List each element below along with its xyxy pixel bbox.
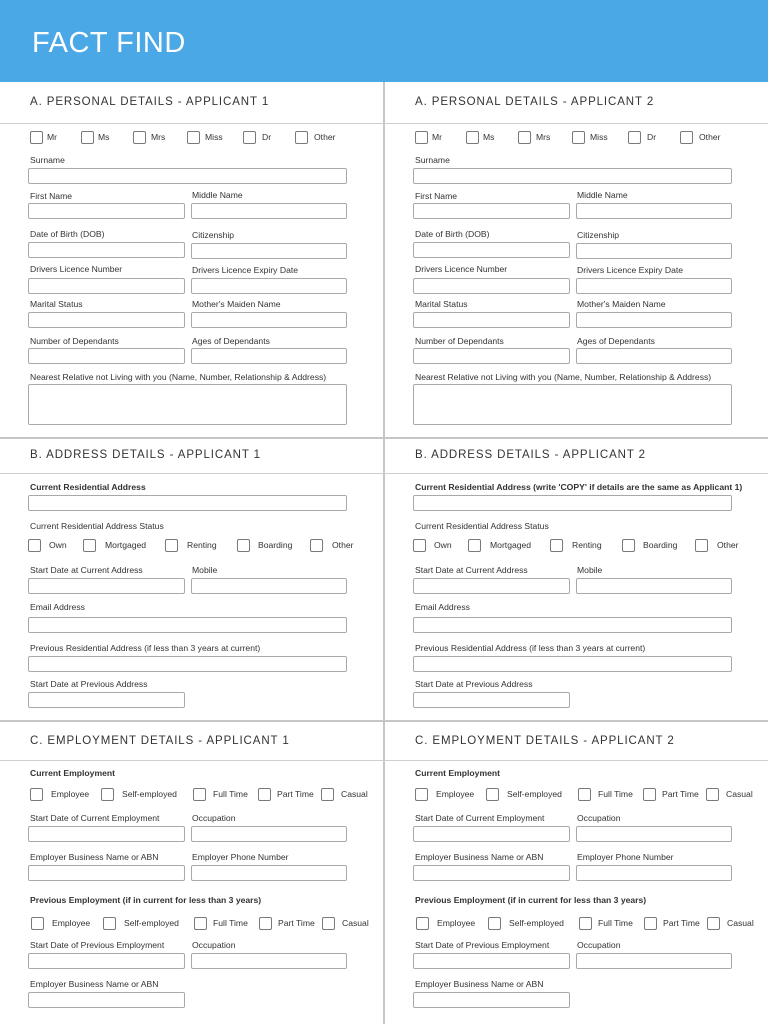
applicant-2-current-employment-label: Current Employment xyxy=(415,768,500,778)
applicant-1-start-previous-employment-label: Start Date of Previous Employment xyxy=(30,940,165,950)
applicant-1-section-a-title: A. PERSONAL DETAILS - APPLICANT 1 xyxy=(30,96,270,108)
applicant-1-marital-status-field[interactable] xyxy=(28,312,185,328)
applicant-1-previous-employer-name-field[interactable] xyxy=(28,992,185,1008)
applicant-1-start-current-employment-label: Start Date of Current Employment xyxy=(30,813,160,823)
applicant-1-previous-employment-part-time-checkbox[interactable] xyxy=(259,917,272,930)
applicant-2-previous-start-field[interactable] xyxy=(413,692,570,708)
applicant-1-previous-employment-casual-label: Casual xyxy=(342,918,369,928)
applicant-2-title-dr-checkbox[interactable] xyxy=(628,131,641,144)
applicant-1-num-dependants-field[interactable] xyxy=(28,348,185,364)
applicant-2-address-status-renting-checkbox[interactable] xyxy=(550,539,563,552)
applicant-2-current-employment-self-employed-checkbox[interactable] xyxy=(486,788,499,801)
applicant-1-current-employment-casual-label: Casual xyxy=(341,789,368,799)
applicant-2-start-previous-employment-field[interactable] xyxy=(413,953,570,969)
applicant-2-previous-employment-part-time-label: Part Time xyxy=(663,918,700,928)
applicant-2-title-mrs-checkbox[interactable] xyxy=(518,131,531,144)
applicant-1-address-status-other-label: Other xyxy=(332,540,354,550)
applicant-1-previous-employment-full-time-checkbox[interactable] xyxy=(194,917,207,930)
applicant-1-current-employment-part-time-label: Part Time xyxy=(277,789,314,799)
applicant-2-section-c-title: C. EMPLOYMENT DETAILS - APPLICANT 2 xyxy=(415,735,675,747)
section-b-title-rule xyxy=(0,473,768,474)
applicant-2-current-address-label: Current Residential Address (write 'COPY' if details are the same as Applicant 1) xyxy=(415,482,743,492)
page-title: FACT FIND xyxy=(32,27,186,59)
applicant-2-num-dependants-label: Number of Dependants xyxy=(415,336,504,346)
applicant-1-licence-number-label: Drivers Licence Number xyxy=(30,264,123,274)
applicant-1-first-name-field[interactable] xyxy=(28,203,185,219)
applicant-1-current-employment-full-time-checkbox[interactable] xyxy=(193,788,206,801)
applicant-1-section-b-title: B. ADDRESS DETAILS - APPLICANT 1 xyxy=(30,449,261,461)
applicant-2-title-other-label: Other xyxy=(699,132,721,142)
applicant-1-middle-name-field[interactable] xyxy=(191,203,347,219)
applicant-1-previous-employment-self-employed-checkbox[interactable] xyxy=(103,917,116,930)
applicant-2-previous-employment-employee-label: Employee xyxy=(437,918,476,928)
applicant-2-start-current-address-label: Start Date at Current Address xyxy=(415,565,528,575)
applicant-1-current-employment-employee-checkbox[interactable] xyxy=(30,788,43,801)
applicant-2-ages-dependants-field[interactable] xyxy=(576,348,732,364)
applicant-2-previous-employment-employee-checkbox[interactable] xyxy=(416,917,429,930)
applicant-2-title-mr-checkbox[interactable] xyxy=(415,131,428,144)
applicant-2-first-name-field[interactable] xyxy=(413,203,570,219)
applicant-2-previous-employment-self-employed-checkbox[interactable] xyxy=(488,917,501,930)
applicant-2-start-current-address-field[interactable] xyxy=(413,578,570,594)
applicant-2-previous-employment-full-time-checkbox[interactable] xyxy=(579,917,592,930)
applicant-2-address-status-other-checkbox[interactable] xyxy=(695,539,708,552)
applicant-1-address-status-boarding-label: Boarding xyxy=(258,540,293,550)
applicant-2-title-miss-checkbox[interactable] xyxy=(572,131,585,144)
applicant-1-previous-address-field[interactable] xyxy=(28,656,347,672)
applicant-1-ages-dependants-field[interactable] xyxy=(191,348,347,364)
applicant-2-citizenship-field[interactable] xyxy=(576,243,732,259)
applicant-1-previous-employment-employee-checkbox[interactable] xyxy=(31,917,44,930)
applicant-2-address-status-label: Current Residential Address Status xyxy=(415,521,549,531)
applicant-2-title-mr-label: Mr xyxy=(432,132,443,142)
applicant-1-previous-employer-name-label: Employer Business Name or ABN xyxy=(30,979,159,989)
applicant-1-occupation-label: Occupation xyxy=(192,813,236,823)
applicant-2-address-status-other-label: Other xyxy=(717,540,739,550)
applicant-2-start-current-employment-label: Start Date of Current Employment xyxy=(415,813,545,823)
applicant-1-citizenship-label: Citizenship xyxy=(192,230,235,240)
applicant-1-employer-phone-label: Employer Phone Number xyxy=(192,852,289,862)
applicant-1-start-current-address-label: Start Date at Current Address xyxy=(30,565,143,575)
applicant-2-previous-employment-casual-label: Casual xyxy=(727,918,754,928)
applicant-1-address-status-label: Current Residential Address Status xyxy=(30,521,164,531)
applicant-1-address-status-other-checkbox[interactable] xyxy=(310,539,323,552)
applicant-2-current-employment-full-time-checkbox[interactable] xyxy=(578,788,591,801)
applicant-2-start-current-employment-field[interactable] xyxy=(413,826,570,842)
applicant-2-section-a-title: A. PERSONAL DETAILS - APPLICANT 2 xyxy=(415,96,655,108)
applicant-2-marital-status-field[interactable] xyxy=(413,312,570,328)
applicant-1-nearest-relative-field[interactable] xyxy=(28,384,347,425)
applicant-2-middle-name-label: Middle Name xyxy=(577,190,628,200)
applicant-2-citizenship-label: Citizenship xyxy=(577,230,620,240)
applicant-2-current-employment-casual-label: Casual xyxy=(726,789,753,799)
applicant-2-current-employment-employee-checkbox[interactable] xyxy=(415,788,428,801)
applicant-1-current-employment-full-time-label: Full Time xyxy=(213,789,248,799)
applicant-2-employer-phone-field[interactable] xyxy=(576,865,732,881)
applicant-1-employer-phone-field[interactable] xyxy=(191,865,347,881)
applicant-1-title-mrs-label: Mrs xyxy=(151,132,166,142)
applicant-1-previous-employment-self-employed-label: Self-employed xyxy=(124,918,179,928)
applicant-2-previous-employment-part-time-checkbox[interactable] xyxy=(644,917,657,930)
applicant-2-email-field[interactable] xyxy=(413,617,732,633)
applicant-1-licence-expiry-field[interactable] xyxy=(191,278,347,294)
section-a-title-rule xyxy=(0,123,768,124)
applicant-1-maiden-name-label: Mother's Maiden Name xyxy=(192,299,281,309)
applicant-2-surname-field[interactable] xyxy=(413,168,732,184)
applicant-2-nearest-relative-field[interactable] xyxy=(413,384,732,425)
applicant-1-occupation-field[interactable] xyxy=(191,826,347,842)
applicant-1-previous-employment-full-time-label: Full Time xyxy=(213,918,248,928)
applicant-1-num-dependants-label: Number of Dependants xyxy=(30,336,119,346)
applicant-1-surname-label: Surname xyxy=(30,155,65,165)
applicant-2-title-ms-label: Ms xyxy=(483,132,495,142)
applicant-1-email-field[interactable] xyxy=(28,617,347,633)
applicant-2-previous-employment-self-employed-label: Self-employed xyxy=(509,918,564,928)
applicant-1-previous-occupation-field[interactable] xyxy=(191,953,347,969)
applicant-1-address-status-renting-label: Renting xyxy=(187,540,217,550)
applicant-2-surname-label: Surname xyxy=(415,155,450,165)
applicant-1-previous-occupation-label: Occupation xyxy=(192,940,236,950)
applicant-2-address-status-own-checkbox[interactable] xyxy=(413,539,426,552)
applicant-1-current-address-label: Current Residential Address xyxy=(30,482,146,492)
header-banner xyxy=(0,0,768,82)
applicant-1-current-employment-part-time-checkbox[interactable] xyxy=(258,788,271,801)
applicant-2-previous-address-label: Previous Residential Address (if less than 3 years at current) xyxy=(415,643,646,653)
applicant-2-previous-employer-name-field[interactable] xyxy=(413,992,570,1008)
applicant-2-previous-occupation-label: Occupation xyxy=(577,940,621,950)
applicant-1-section-c-title: C. EMPLOYMENT DETAILS - APPLICANT 1 xyxy=(30,735,290,747)
applicant-2-mobile-field[interactable] xyxy=(576,578,732,594)
applicant-2-previous-employment-label: Previous Employment (if in current for less than 3 years) xyxy=(415,895,647,905)
applicant-2-start-previous-employment-label: Start Date of Previous Employment xyxy=(415,940,550,950)
applicant-1-email-label: Email Address xyxy=(30,602,85,612)
applicant-1-current-employment-casual-checkbox[interactable] xyxy=(321,788,334,801)
applicant-2-address-status-own-label: Own xyxy=(434,540,452,550)
applicant-1-previous-start-label: Start Date at Previous Address xyxy=(30,679,148,689)
applicant-2-current-employment-part-time-checkbox[interactable] xyxy=(643,788,656,801)
applicant-2-maiden-name-label: Mother's Maiden Name xyxy=(577,299,666,309)
applicant-1-previous-employment-employee-label: Employee xyxy=(52,918,91,928)
applicant-1-current-employment-label: Current Employment xyxy=(30,768,115,778)
applicant-2-employer-phone-label: Employer Phone Number xyxy=(577,852,674,862)
applicant-1-title-miss-checkbox[interactable] xyxy=(187,131,200,144)
applicant-1-current-employment-employee-label: Employee xyxy=(51,789,90,799)
section-a-b-divider xyxy=(0,437,768,439)
applicant-1-address-status-boarding-checkbox[interactable] xyxy=(237,539,250,552)
applicant-2-nearest-relative-label: Nearest Relative not Living with you (Name, Number, Relationship & Address) xyxy=(415,372,712,382)
applicant-2-current-address-field[interactable] xyxy=(413,495,732,511)
applicant-1-first-name-label: First Name xyxy=(30,191,73,201)
applicant-2-employer-name-field[interactable] xyxy=(413,865,570,881)
applicant-1-title-dr-label: Dr xyxy=(262,132,272,142)
applicant-1-current-employment-self-employed-checkbox[interactable] xyxy=(101,788,114,801)
applicant-1-maiden-name-field[interactable] xyxy=(191,312,347,328)
applicant-1-current-address-field[interactable] xyxy=(28,495,347,511)
applicant-1-start-current-address-field[interactable] xyxy=(28,578,185,594)
applicant-2-licence-number-field[interactable] xyxy=(413,278,570,294)
applicant-2-title-mrs-label: Mrs xyxy=(536,132,551,142)
applicant-2-previous-occupation-field[interactable] xyxy=(576,953,732,969)
applicant-1-surname-field[interactable] xyxy=(28,168,347,184)
applicant-2-address-status-mortgaged-label: Mortgaged xyxy=(490,540,532,550)
applicant-2-previous-employer-name-label: Employer Business Name or ABN xyxy=(415,979,544,989)
applicant-1-marital-status-label: Marital Status xyxy=(30,299,83,309)
applicant-2-occupation-field[interactable] xyxy=(576,826,732,842)
applicant-2-address-status-boarding-checkbox[interactable] xyxy=(622,539,635,552)
applicant-1-dob-field[interactable] xyxy=(28,242,185,258)
applicant-2-ages-dependants-label: Ages of Dependants xyxy=(577,336,655,346)
applicant-2-address-status-renting-label: Renting xyxy=(572,540,602,550)
applicant-1-title-mr-label: Mr xyxy=(47,132,58,142)
applicant-1-licence-number-field[interactable] xyxy=(28,278,185,294)
applicant-1-title-mr-checkbox[interactable] xyxy=(30,131,43,144)
applicant-1-previous-employment-label: Previous Employment (if in current for less than 3 years) xyxy=(30,895,262,905)
applicant-1-nearest-relative-label: Nearest Relative not Living with you (Name, Number, Relationship & Address) xyxy=(30,372,327,382)
applicant-2-dob-label: Date of Birth (DOB) xyxy=(415,229,490,239)
applicant-2-title-ms-checkbox[interactable] xyxy=(466,131,479,144)
applicant-2-dob-field[interactable] xyxy=(413,242,570,258)
applicant-1-employer-name-field[interactable] xyxy=(28,865,185,881)
applicant-1-title-dr-checkbox[interactable] xyxy=(243,131,256,144)
applicant-2-licence-expiry-label: Drivers Licence Expiry Date xyxy=(577,265,684,275)
applicant-2-title-dr-label: Dr xyxy=(647,132,657,142)
applicant-1-previous-address-label: Previous Residential Address (if less than 3 years at current) xyxy=(30,643,261,653)
applicant-2-mobile-label: Mobile xyxy=(577,565,603,575)
applicant-2-title-other-checkbox[interactable] xyxy=(680,131,693,144)
applicant-1-start-previous-employment-field[interactable] xyxy=(28,953,185,969)
applicant-1-previous-employment-part-time-label: Part Time xyxy=(278,918,315,928)
applicant-1-licence-expiry-label: Drivers Licence Expiry Date xyxy=(192,265,299,275)
applicant-2-address-status-boarding-label: Boarding xyxy=(643,540,678,550)
applicant-1-dob-label: Date of Birth (DOB) xyxy=(30,229,105,239)
applicant-2-previous-employment-full-time-label: Full Time xyxy=(598,918,633,928)
applicant-2-current-employment-part-time-label: Part Time xyxy=(662,789,699,799)
applicant-2-current-employment-casual-checkbox[interactable] xyxy=(706,788,719,801)
applicant-1-address-status-mortgaged-label: Mortgaged xyxy=(105,540,147,550)
applicant-1-title-ms-label: Ms xyxy=(98,132,110,142)
applicant-2-first-name-label: First Name xyxy=(415,191,458,201)
applicant-1-previous-employment-casual-checkbox[interactable] xyxy=(322,917,335,930)
applicant-2-current-employment-self-employed-label: Self-employed xyxy=(507,789,562,799)
applicant-1-address-status-own-checkbox[interactable] xyxy=(28,539,41,552)
applicant-1-employer-name-label: Employer Business Name or ABN xyxy=(30,852,159,862)
applicant-2-current-employment-full-time-label: Full Time xyxy=(598,789,633,799)
applicant-2-licence-number-label: Drivers Licence Number xyxy=(415,264,508,274)
applicant-2-middle-name-field[interactable] xyxy=(576,203,732,219)
applicant-2-employer-name-label: Employer Business Name or ABN xyxy=(415,852,544,862)
applicant-2-address-status-mortgaged-checkbox[interactable] xyxy=(468,539,481,552)
applicant-2-previous-employment-casual-checkbox[interactable] xyxy=(707,917,720,930)
applicant-2-licence-expiry-field[interactable] xyxy=(576,278,732,294)
applicant-2-num-dependants-field[interactable] xyxy=(413,348,570,364)
applicant-2-maiden-name-field[interactable] xyxy=(576,312,732,328)
column-divider xyxy=(383,82,385,1024)
section-c-title-rule xyxy=(0,760,768,761)
applicant-1-current-employment-self-employed-label: Self-employed xyxy=(122,789,177,799)
applicant-2-previous-address-field[interactable] xyxy=(413,656,732,672)
applicant-1-title-ms-checkbox[interactable] xyxy=(81,131,94,144)
applicant-1-mobile-field[interactable] xyxy=(191,578,347,594)
applicant-1-previous-start-field[interactable] xyxy=(28,692,185,708)
applicant-1-mobile-label: Mobile xyxy=(192,565,218,575)
applicant-1-title-other-checkbox[interactable] xyxy=(295,131,308,144)
applicant-1-title-other-label: Other xyxy=(314,132,336,142)
applicant-1-title-miss-label: Miss xyxy=(205,132,223,142)
applicant-1-middle-name-label: Middle Name xyxy=(192,190,243,200)
applicant-1-address-status-renting-checkbox[interactable] xyxy=(165,539,178,552)
applicant-2-section-b-title: B. ADDRESS DETAILS - APPLICANT 2 xyxy=(415,449,646,461)
applicant-2-marital-status-label: Marital Status xyxy=(415,299,468,309)
applicant-2-current-employment-employee-label: Employee xyxy=(436,789,475,799)
section-b-c-divider xyxy=(0,720,768,722)
applicant-2-title-miss-label: Miss xyxy=(590,132,608,142)
applicant-2-occupation-label: Occupation xyxy=(577,813,621,823)
applicant-1-title-mrs-checkbox[interactable] xyxy=(133,131,146,144)
applicant-1-start-current-employment-field[interactable] xyxy=(28,826,185,842)
applicant-1-address-status-mortgaged-checkbox[interactable] xyxy=(83,539,96,552)
applicant-1-address-status-own-label: Own xyxy=(49,540,67,550)
applicant-1-ages-dependants-label: Ages of Dependants xyxy=(192,336,270,346)
applicant-2-email-label: Email Address xyxy=(415,602,470,612)
applicant-2-previous-start-label: Start Date at Previous Address xyxy=(415,679,533,689)
applicant-1-citizenship-field[interactable] xyxy=(191,243,347,259)
